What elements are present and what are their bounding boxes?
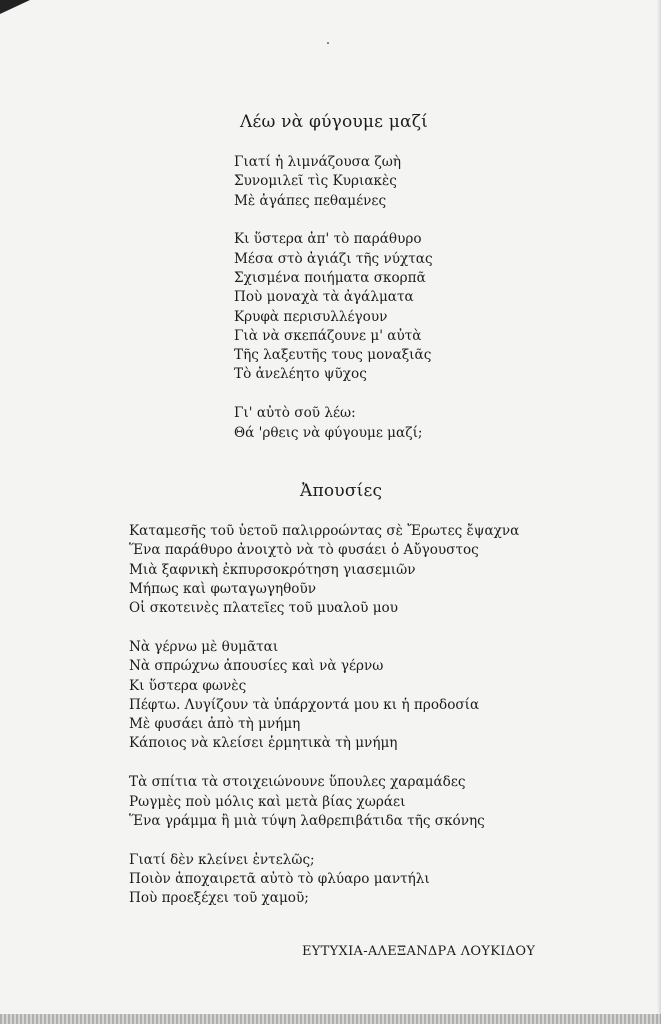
- poem-line: Κι ὕστερα φωνὲς: [129, 677, 247, 694]
- poem-line: Ρωγμὲς ποὺ μόλις καὶ μετὰ βίας χωράει: [129, 793, 406, 810]
- poem-line: Οἱ σκοτεινὲς πλατεῖες τοῦ μυαλοῦ μου: [129, 600, 398, 617]
- poem-line: Θά 'ρθεις νὰ φύγουμε μαζί;: [234, 424, 423, 441]
- author-name: ΕΥΤΥΧΙΑ-ΑΛΕΞΑΝΔΡΑ ΛΟΥΚΙΔΟΥ: [302, 944, 536, 959]
- poem-line: Κι ὕστερα ἀπ' τὸ παράθυρο: [234, 231, 422, 248]
- poem1-stanza-3: [234, 404, 433, 443]
- poem2-stanza-3: [129, 773, 519, 831]
- poem-line: Κάποιος νὰ κλείσει ἑρμητικὰ τὴ μνήμη: [129, 735, 398, 752]
- scan-corner-shadow: [0, 0, 30, 14]
- poem-line: Γι' αὐτὸ σοῦ λέω:: [234, 405, 356, 422]
- poem2-stanza-1: [129, 522, 519, 618]
- poem-line: Ποὺ μοναχὰ τὰ ἀγάλματα: [234, 289, 414, 306]
- poem-line: Μέσα στὸ ἀγιάζι τῆς νύχτας: [234, 250, 433, 267]
- poem-line: Γιὰ νὰ σκεπάζουνε μ' αὐτὰ: [234, 327, 422, 344]
- poem1-body: [234, 153, 433, 443]
- poem-line: Συνομιλεῖ τὶς Κυριακὲς: [234, 173, 397, 190]
- poem1-stanza-1: [234, 153, 433, 211]
- poem-line: Νὰ σπρώχνω ἀπουσίες καὶ νὰ γέρνω: [129, 658, 384, 675]
- poem-line: Ἕνα γράμμα ἢ μιὰ τύψη λαθρεπιβάτιδα τῆς σκόνης: [129, 812, 485, 829]
- scan-bottom-edge: [0, 1014, 661, 1024]
- scan-edge-shadow: [657, 0, 661, 1024]
- page-speck: [327, 42, 329, 44]
- poem-line: Μὲ ἀγάπες πεθαμένες: [234, 192, 387, 209]
- poem-line: Πέφτω. Λυγίζουν τὰ ὑπάρχοντά μου κι ἡ προδοσία: [129, 696, 480, 713]
- poem-line: Μήπως καὶ φωταγωγηθοῦν: [129, 580, 317, 597]
- poem-line: Τὸ ἀνελέητο ψῦχος: [234, 366, 367, 383]
- poem-line: Ποιὸν ἀποχαιρετᾶ αὐτὸ τὸ φλύαρο μαντήλι: [129, 870, 430, 887]
- poem-line: Τὰ σπίτια τὰ στοιχειώνουνε ὕπουλες χαραμάδες: [129, 774, 466, 791]
- poem-line: Γιατί ἡ λιμνάζουσα ζωὴ: [234, 154, 401, 170]
- poem2-stanza-4: [129, 851, 519, 909]
- poem2-stanza-2: [129, 638, 519, 754]
- poem2-title: Ἀπουσίες: [300, 481, 383, 501]
- poem-line: Νὰ γέρνω μὲ θυμᾶται: [129, 638, 279, 655]
- poem-line: Τῆς λαξευτῆς τους μοναξιᾶς: [234, 347, 432, 364]
- poem1-title: Λέω νὰ φύγουμε μαζί: [240, 112, 429, 132]
- poem-line: Σχισμένα ποιήματα σκορπᾶ: [234, 269, 426, 286]
- poem1-stanza-2: [234, 230, 433, 384]
- poem-line: Καταμεσῆς τοῦ ὑετοῦ παλιρροώντας σὲ Ἔρωτες ἔψαχνα: [129, 523, 520, 539]
- poem-line: Κρυφὰ περισυλλέγουν: [234, 308, 388, 325]
- poem-line: Ἕνα παράθυρο ἀνοιχτὸ νὰ τὸ φυσάει ὁ Αὔγουστος: [129, 542, 479, 559]
- poem-line: Γιατί δὲν κλείνει ἐντελῶς;: [129, 851, 315, 868]
- poem2-body: [129, 522, 519, 909]
- poem-line: Μιὰ ξαφνικὴ ἐκπυρσοκρότηση γιασεμιῶν: [129, 561, 416, 578]
- poem-line: Μὲ φυσάει ἀπὸ τὴ μνήμη: [129, 716, 301, 733]
- poem-line: Ποὺ προεξέχει τοῦ χαμοῦ;: [129, 890, 309, 907]
